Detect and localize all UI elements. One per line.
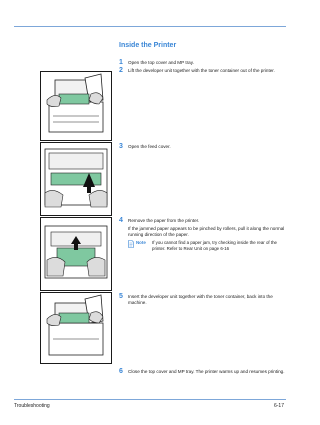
- step-number: 4: [119, 217, 123, 224]
- note-box: [128, 240, 291, 254]
- feed-cover-illustration: [40, 142, 112, 216]
- page-number: 6-17: [273, 403, 284, 409]
- note-label: Note: [136, 240, 146, 245]
- step-4-detail: If the jammed paper appears to be pinched by rollers, pull it along the normal running direction of the paper.: [128, 226, 285, 237]
- note-icon: [128, 240, 134, 248]
- step-number: 6: [119, 368, 123, 375]
- printer-drawing: [41, 293, 111, 363]
- step-text: Open the feed cover.: [128, 144, 171, 149]
- step-6: [119, 369, 291, 375]
- developer-unit-insertion-illustration: [40, 292, 112, 364]
- section-title: Inside the Printer: [119, 42, 177, 49]
- step-number: 3: [119, 143, 123, 150]
- paper-removal-illustration: [40, 217, 112, 291]
- printer-drawing: [41, 218, 111, 290]
- step-3: [119, 144, 291, 150]
- printer-drawing: [41, 72, 111, 140]
- step-number: 2: [119, 67, 123, 74]
- footer-rule: [14, 399, 286, 400]
- printer-drawing: [41, 143, 111, 215]
- step-text: Close the top cover and MP tray. The printer warms up and resumes printing.: [128, 369, 285, 374]
- header-rule: [14, 26, 286, 27]
- developer-unit-removal-illustration: [40, 71, 112, 141]
- step-text: Open the top cover and MP tray.: [128, 60, 194, 65]
- step-number: 5: [119, 293, 123, 300]
- footer-section-name: Troubleshooting: [14, 403, 50, 409]
- step-number: 1: [119, 59, 123, 66]
- step-2: [119, 68, 291, 74]
- step-text: Lift the developer unit together with the toner container out of the printer.: [128, 68, 275, 73]
- step-5: [119, 294, 291, 306]
- step-text: Remove the paper from the printer.: [128, 218, 200, 223]
- step-4: [119, 218, 291, 224]
- step-text: Insert the developer unit together with the toner container, back into the machine.: [128, 294, 273, 305]
- note-text: If you cannot find a paper jam, try checking inside the rear of the printer. Refer to Rear Unit on page 6-16: [152, 240, 277, 251]
- step-1: [119, 60, 291, 66]
